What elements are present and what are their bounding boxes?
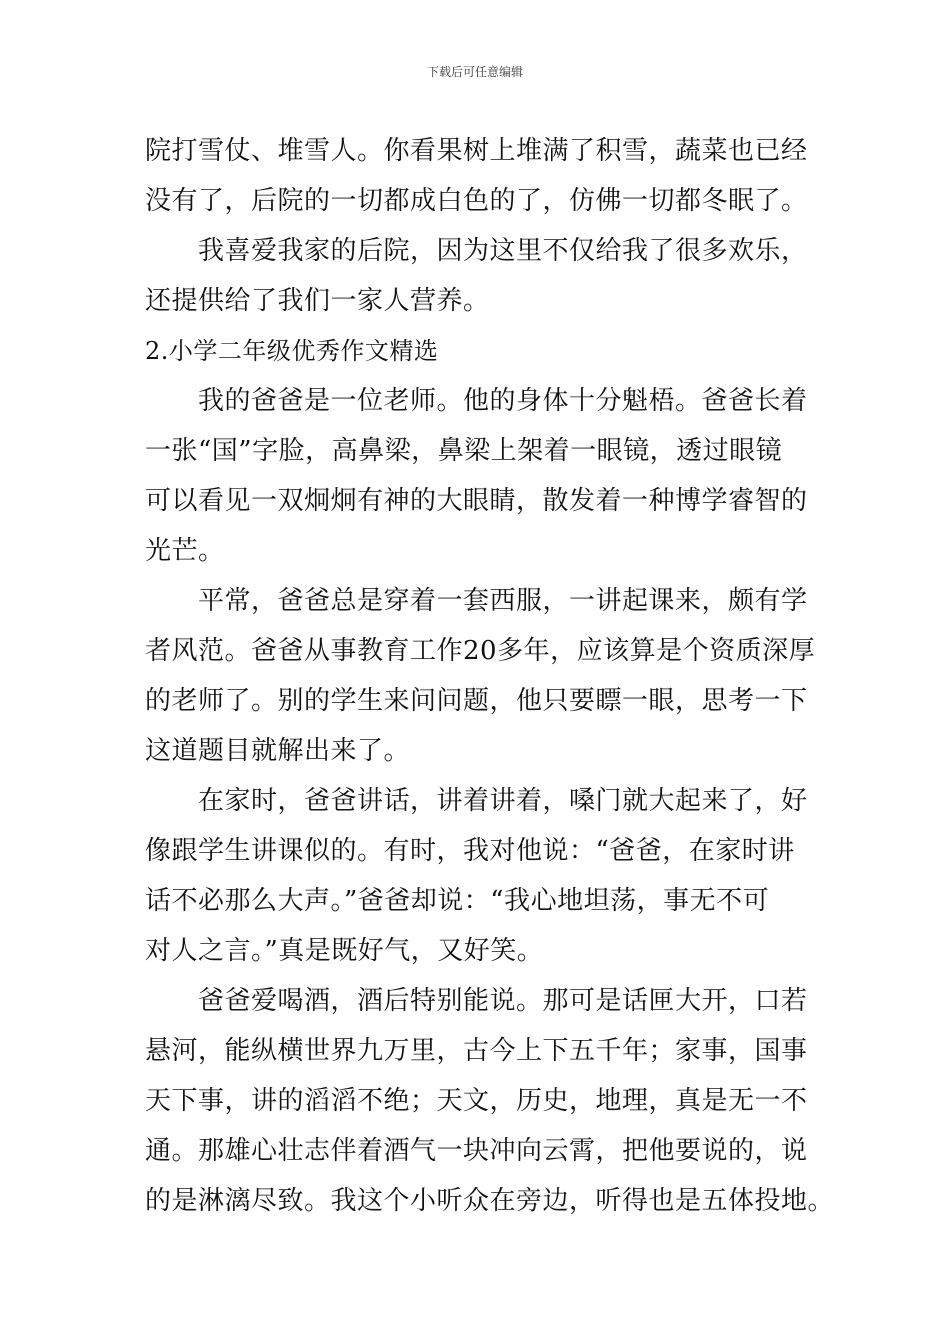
paragraph-first-line: 平常，爸爸总是穿着一套西服，一讲起课来，颇有学 [198,586,808,616]
paragraph-first-line: 我的爸爸是一位老师。他的身体十分魁梧。爸爸长着 [198,386,808,416]
text-line: 悬河，能纵横世界九万里，古今上下五千年；家事，国事 [145,1036,808,1066]
text-line: 这道题目就解出来了。 [145,736,411,766]
text-line: 天下事，讲的滔滔不绝；天文，历史，地理，真是无一不 [145,1086,808,1116]
text-line: 话不必那么大声。”爸爸却说：“我心地坦荡，事无不可 [145,886,770,916]
document-body [145,126,835,1226]
text-line: 可以看见一双炯炯有神的大眼睛，散发着一种博学睿智的 [145,486,808,516]
text-line: 光芒。 [145,536,225,566]
text-line: 像跟学生讲课似的。有时，我对他说：“爸爸，在家时讲 [145,836,795,866]
text-line: 一张“国”字脸，高鼻梁，鼻梁上架着一眼镜，透过眼镜 [145,436,783,466]
text-line: 通。那雄心壮志伴着酒气一块冲向云霄，把他要说的，说 [145,1136,808,1166]
paragraph-first-line: 爸爸爱喝酒，酒后特别能说。那可是话匣大开，口若 [198,986,808,1016]
text-line: 院打雪仗、堆雪人。你看果树上堆满了积雪，蔬菜也已经 [145,136,808,166]
text-line: 的是淋漓尽致。我这个小听众在旁边，听得也是五体投地。 [145,1186,835,1216]
text-line: 没有了，后院的一切都成白色的了，仿佛一切都冬眠了。 [145,186,808,216]
text-line: 还提供给了我们一家人营养。 [145,286,490,316]
page-header: 下载后可任意编辑 [426,65,523,79]
text-line: 者风范。爸爸从事教育工作20多年，应该算是个资质深厚 [145,636,816,666]
section-heading: 2.小学二年级优秀作文精选 [145,337,439,365]
text-line: 的老师了。别的学生来问问题，他只要瞟一眼，思考一下 [145,686,808,716]
text-line: 对人之言。”真是既好气，又好笑。 [145,936,544,966]
paragraph-first-line: 我喜爱我家的后院，因为这里不仅给我了很多欢乐， [198,236,808,266]
paragraph-first-line: 在家时，爸爸讲话，讲着讲着，嗓门就大起来了，好 [198,786,808,816]
